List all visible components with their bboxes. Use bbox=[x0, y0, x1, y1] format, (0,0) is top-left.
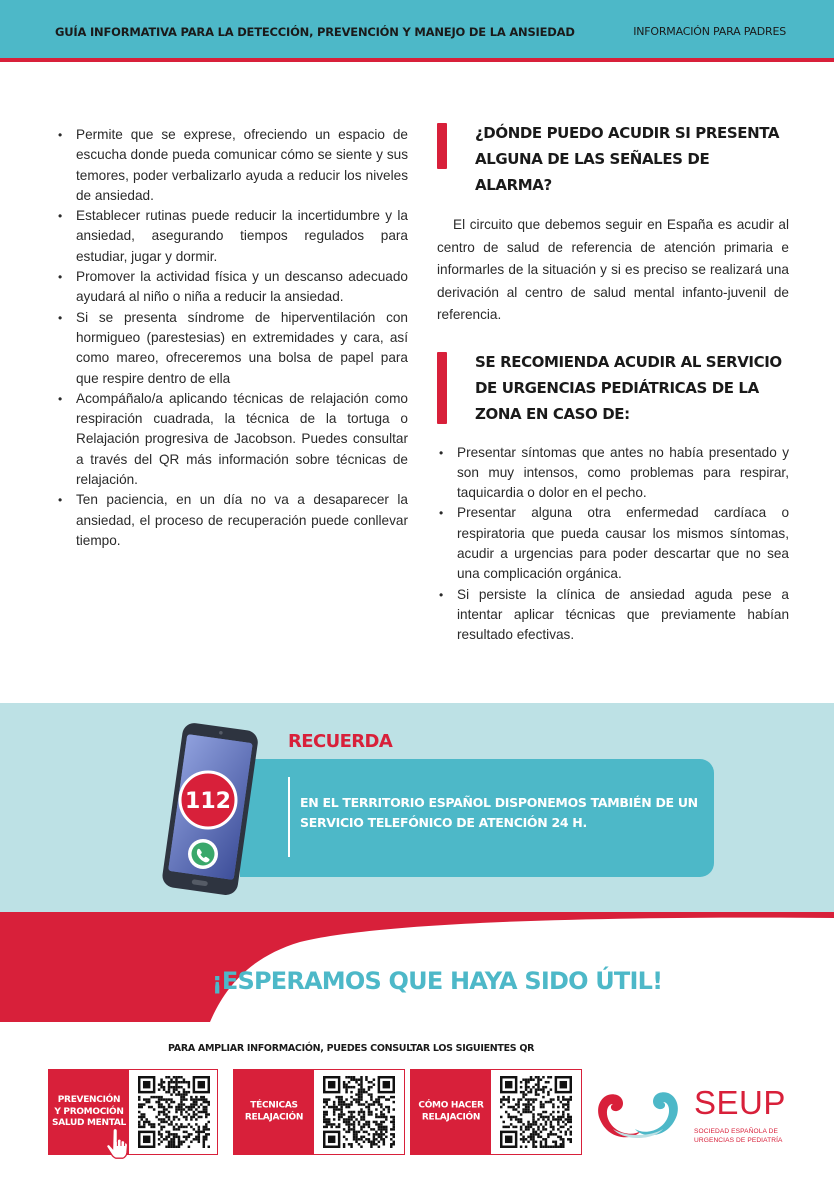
section-paragraph: El circuito que debemos seguir en España es acudir al centro de salud de referencia de atención primaria e informarles de la situación y si es preciso se realizará una derivación al centro de salud mental infanto-juvenil de referencia. bbox=[437, 217, 789, 322]
qr-card-label-line: RELAJACIÓN bbox=[244, 1112, 304, 1122]
bullet-icon: • bbox=[58, 270, 63, 285]
list-item bbox=[437, 585, 789, 646]
list-item-text: Ten paciencia, en un día no va a desaparecer la ansiedad, el proceso de recuperación puede conllevar tiempo. bbox=[76, 492, 408, 548]
header-divider bbox=[0, 58, 834, 62]
qr-card-prevention[interactable] bbox=[48, 1069, 218, 1155]
bullet-icon: • bbox=[439, 445, 444, 460]
bullet-icon: • bbox=[58, 128, 63, 142]
reminder-divider bbox=[288, 777, 290, 857]
header-audience-label: INFORMACIÓN PARA PADRES bbox=[633, 25, 786, 38]
list-item-text: Si persiste la clínica de ansiedad aguda pese a intentar aplicar técnicas que previamente habían resultado efectivas. bbox=[457, 586, 789, 643]
qr-code[interactable] bbox=[500, 1076, 572, 1148]
list-item bbox=[56, 308, 408, 389]
bullet-icon: • bbox=[58, 209, 63, 224]
section-title: ¿DÓNDE PUEDO ACUDIR SI PRESENTA ALGUNA DE LAS SEÑALES DE ALARMA? bbox=[475, 124, 780, 194]
qr-card-relaxation-techniques[interactable] bbox=[233, 1069, 405, 1155]
qr-card-label-line: PREVENCIÓN bbox=[57, 1094, 121, 1105]
list-item-text: Presentar síntomas que antes no había presentado y son muy intensos, como problemas para respirar, taquicardia o dolor en el pecho. bbox=[457, 444, 789, 501]
qr-card-label-line: TÉCNICAS bbox=[250, 1100, 298, 1111]
bullet-icon: • bbox=[439, 587, 444, 602]
qr-card-label bbox=[49, 1095, 129, 1130]
bullet-icon: • bbox=[58, 493, 63, 508]
list-item bbox=[56, 267, 408, 308]
list-item-text: Permite que se exprese, ofreciendo un espacio de escucha donde pueda comunicar cómo se siente y sus temores, poder verbalizarlo ayuda a reducir los niveles de ansiedad. bbox=[76, 127, 408, 203]
list-item-text: Presentar alguna otra enfermedad cardíaca o respiratoria que pueda causar los mismos síntomas, acudir a urgencias para poder descartar que no sea una complicación orgánica. bbox=[457, 505, 789, 582]
list-item bbox=[56, 389, 408, 490]
bullet-icon: • bbox=[58, 310, 63, 325]
qr-code[interactable] bbox=[138, 1076, 210, 1148]
list-item-text: Si se presenta síndrome de hiperventilación con hormigueo (parestesias) en extremidades y cara, así como mareo, ofreceremos una bolsa de papel para que respire dentro de ella bbox=[76, 309, 408, 386]
logo-name: SEUP bbox=[694, 1084, 786, 1121]
left-column bbox=[56, 125, 408, 551]
qr-card-how-to-relax[interactable] bbox=[410, 1069, 582, 1155]
logo-subtitle-line: SOCIEDAD ESPAÑOLA DE bbox=[694, 1128, 778, 1135]
seup-logo-icon bbox=[593, 1085, 683, 1145]
bullet-icon: • bbox=[439, 506, 444, 521]
qr-card-label-line: CÓMO HACER bbox=[418, 1100, 484, 1111]
advice-list bbox=[56, 125, 408, 551]
list-item bbox=[56, 125, 408, 206]
reminder-title: RECUERDA bbox=[288, 731, 393, 752]
qr-card-label bbox=[234, 1101, 314, 1124]
section-title: SE RECOMIENDA ACUDIR AL SERVICIO DE URGENCIAS PEDIÁTRICAS DE LA ZONA EN CASO DE: bbox=[475, 352, 782, 423]
bullet-icon: • bbox=[58, 391, 63, 406]
list-item-text: Establecer rutinas puede reducir la incertidumbre y la ansiedad, asegurando tiempos regulados para estudiar, jugar y dormir. bbox=[76, 208, 408, 264]
heading-accent-bar bbox=[437, 123, 447, 169]
heading-accent-bar bbox=[437, 352, 447, 424]
reminder-text: EN EL TERRITORIO ESPAÑOL DISPONEMOS TAMBIÉN DE UN SERVICIO TELEFÓNICO DE ATENCIÓN 24 H. bbox=[300, 795, 698, 830]
emergency-criteria-list bbox=[437, 443, 789, 646]
right-column bbox=[437, 120, 789, 645]
section-heading-where-to-go bbox=[437, 120, 789, 198]
qr-code[interactable] bbox=[323, 1076, 395, 1148]
header-title: GUÍA INFORMATIVA PARA LA DETECCIÓN, PREVENCIÓN Y MANEJO DE LA ANSIEDAD bbox=[55, 25, 575, 39]
qr-card-label-line: Y PROMOCIÓN bbox=[54, 1106, 124, 1117]
qr-card-label-line: SALUD MENTAL bbox=[52, 1117, 126, 1128]
emergency-number: 112 bbox=[185, 789, 231, 814]
list-item-text: Promover la actividad física y un descanso adecuado ayudará al niño o niña a reducir la ansiedad. bbox=[76, 269, 408, 305]
section-heading-emergency bbox=[437, 349, 789, 427]
list-item-text: Acompáñalo/a aplicando técnicas de relajación como respiración cuadrada, la técnica de la tortuga o Relajación progresiva de Jacobson. Puedes consultar a través del QR más información sobre técnicas de relajación. bbox=[76, 390, 408, 488]
pointer-hand-icon bbox=[105, 1128, 129, 1160]
list-item bbox=[56, 490, 408, 551]
list-item bbox=[437, 443, 789, 504]
logo-subtitle-line: URGENCIAS DE PEDIATRÍA bbox=[694, 1136, 783, 1144]
list-item bbox=[437, 503, 789, 584]
list-item bbox=[56, 206, 408, 267]
logo-subtitle bbox=[694, 1128, 804, 1145]
qr-card-label-line: RELAJACIÓN bbox=[421, 1112, 481, 1122]
smartphone-icon bbox=[162, 722, 258, 898]
closing-headline: ¡ESPERAMOS QUE HAYA SIDO ÚTIL! bbox=[211, 967, 663, 995]
qr-intro-text: PARA AMPLIAR INFORMACIÓN, PUEDES CONSULTAR LOS SIGUIENTES QR bbox=[168, 1043, 535, 1054]
qr-card-label bbox=[411, 1101, 491, 1124]
